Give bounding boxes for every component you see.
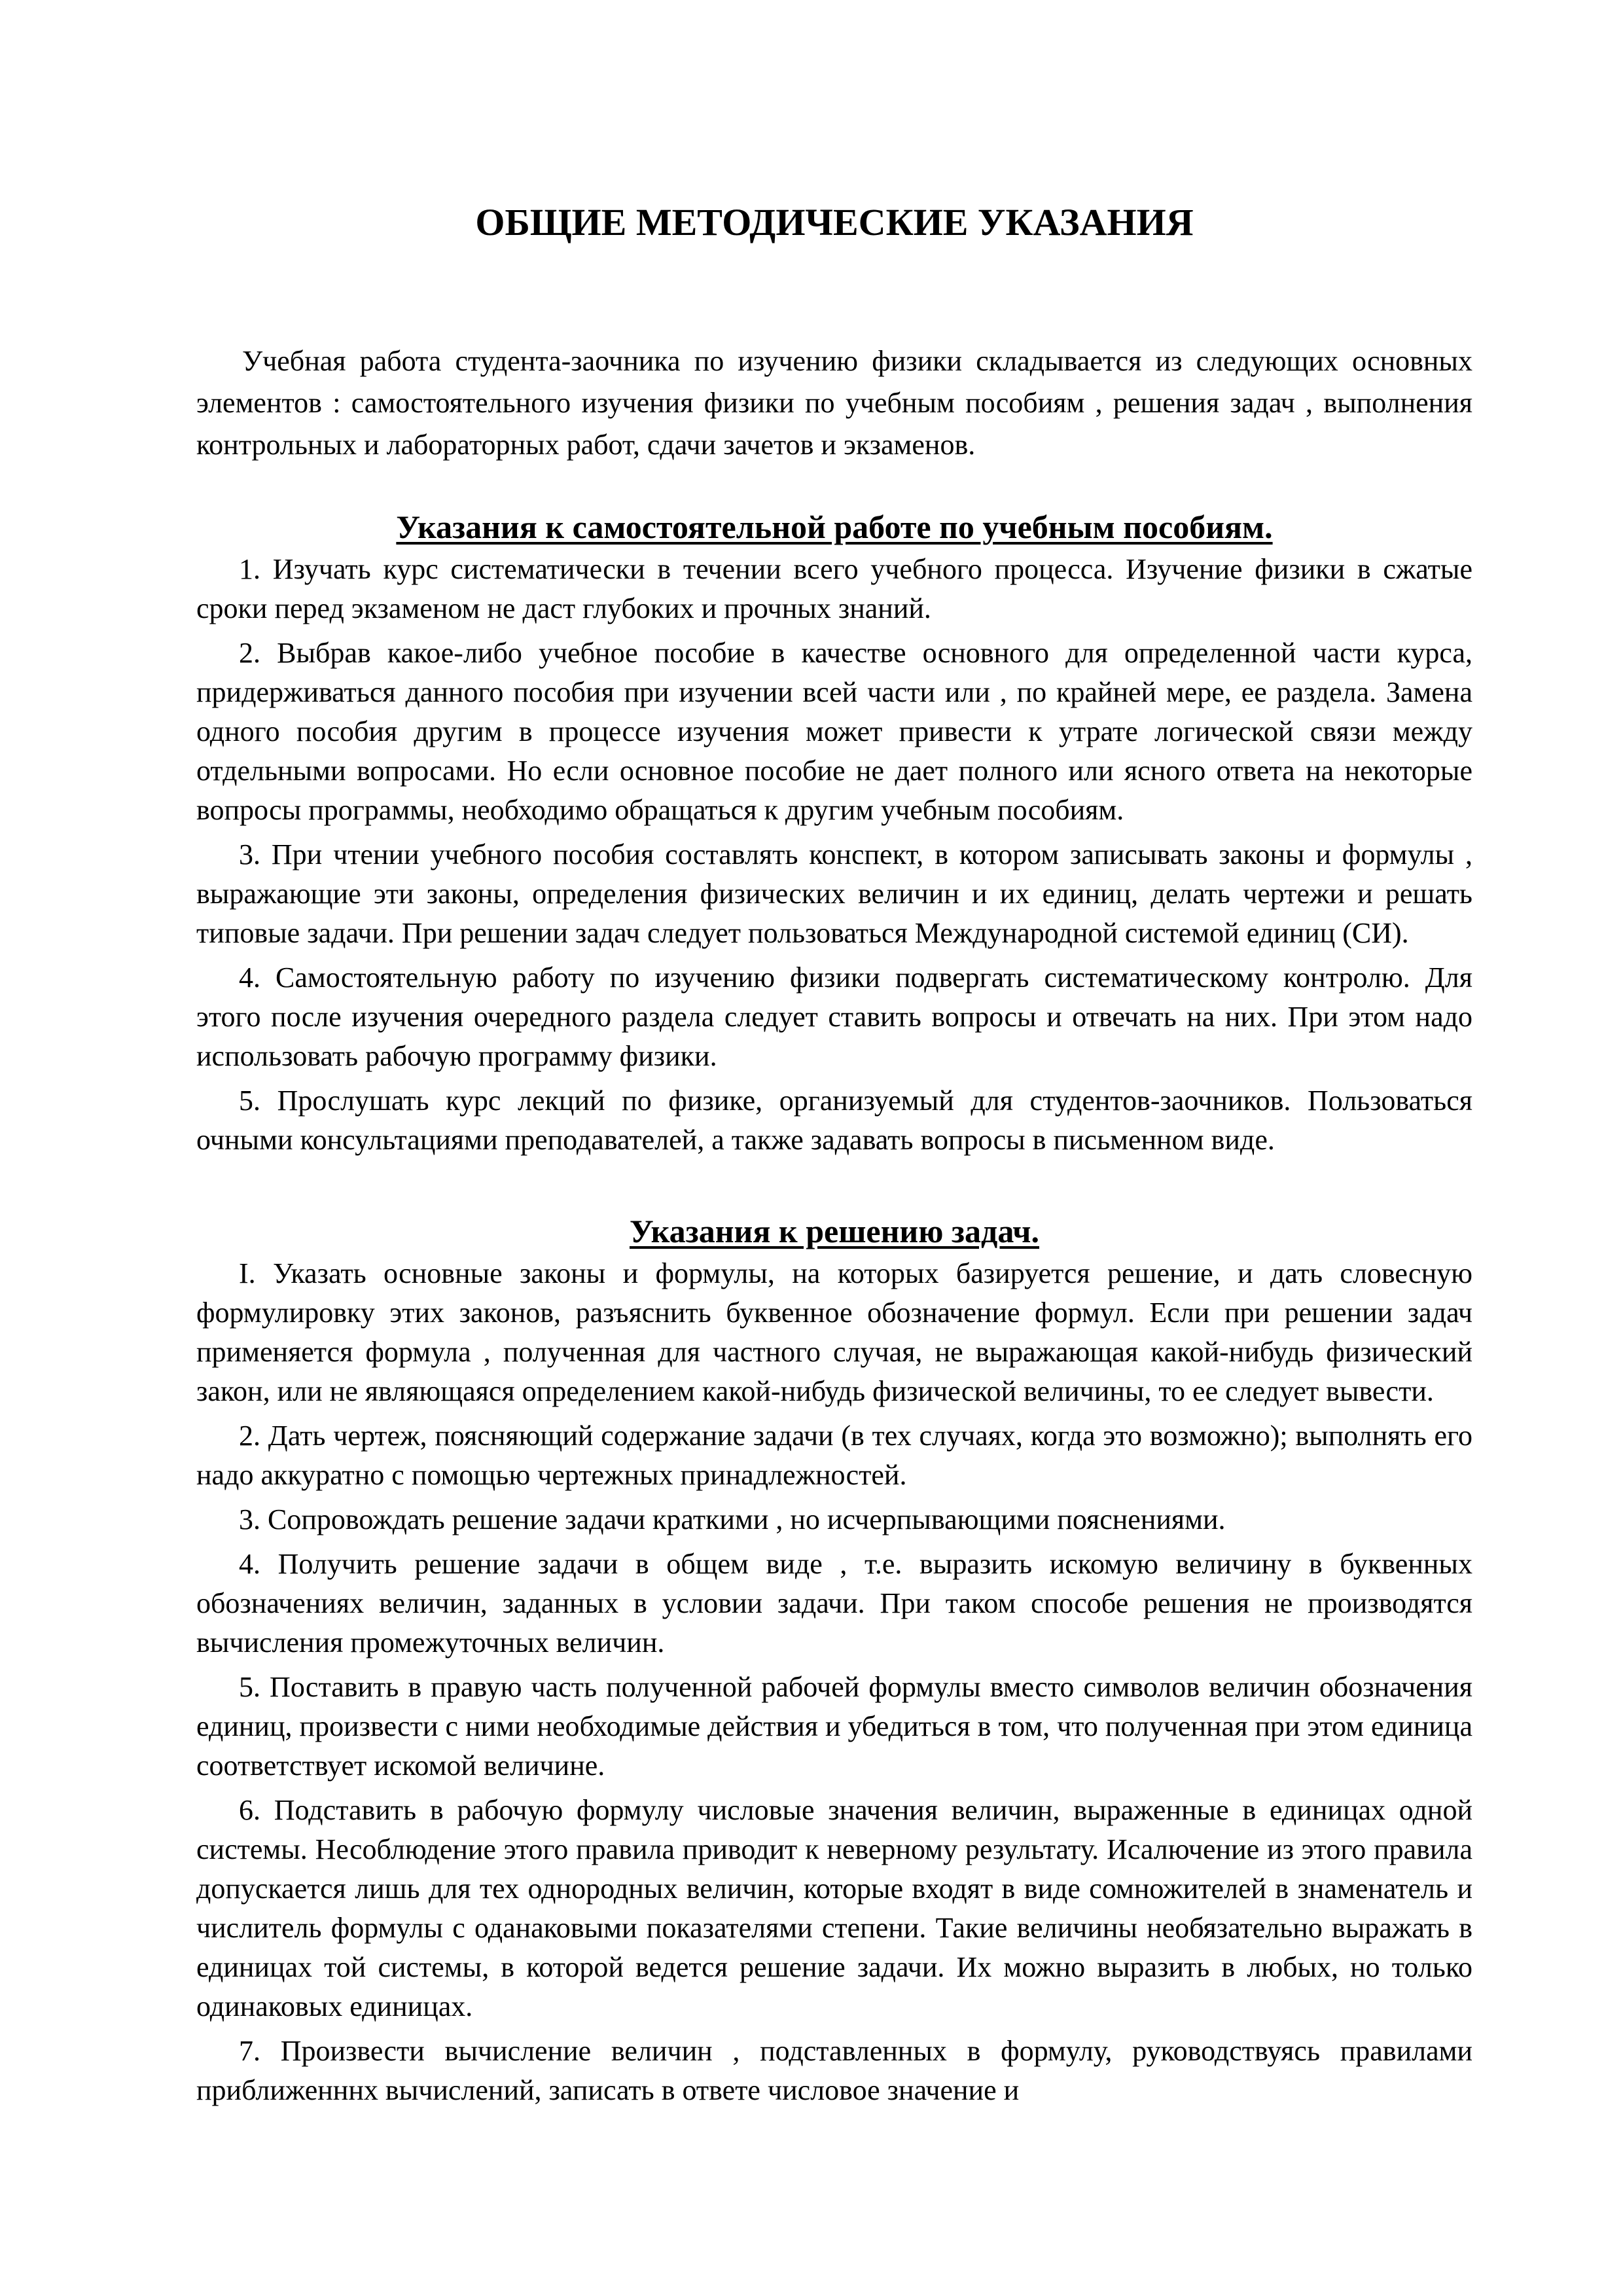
- self-study-item: 5. Прослушать курс лекций по физике, организуемый для студентов-заочников. Пользоваться очными консультациями преподавателей, а также задавать вопросы в письменном виде.: [196, 1085, 1472, 1156]
- problem-solving-item: 4. Получить решение задачи в общем виде , т.е. выразить искомую величину в буквенных обозначениях величин, заданных в условии задачи. При таком способе решения не производятся вычисления промежуточных величин.: [196, 1548, 1472, 1659]
- self-study-item: 3. При чтении учебного пособия составлять конспект, в котором записывать законы и формулы , выражающие эти законы, определения физических величин и их единиц, делать чертежи и решать типовые задачи. При решении задач следует пользоваться Международной системой единиц (СИ).: [196, 838, 1472, 949]
- problem-solving-item: 7. Произвести вычисление величин , подставленных в формулу, руководствуясь правилами приближенннх вычислений, записать в ответе числовое значение и: [196, 2035, 1472, 2106]
- problem-solving-item: 3. Сопровождать решение задачи краткими , но исчерпывающими пояснениями.: [239, 1503, 1226, 1535]
- section-heading-self-study: Указания к самостоятельной работе по учебным пособиям.: [396, 509, 1273, 545]
- page-title: ОБЩИЕ МЕТОДИЧЕСКИЕ УКАЗАНИЯ: [475, 201, 1194, 243]
- problem-solving-item: I. Указать основные законы и формулы, на которых базируется решение, и дать словесную формулировку этих законов, разъяснить буквенное обозначение формул. Если при решении задач применяется формула , полученная для частного случая, не выражающая какой-нибудь физический закон, или не являющаяся определением какой-нибудь физической величины, то ее следует вывести.: [196, 1257, 1472, 1407]
- intro-paragraph: Учебная работа студента-заочника по изучению физики складывается из следующих основных элементов : самостоятельного изучения физики по учебным пособиям , решения задач , выполнения контрольных и лабораторных работ, сдачи зачетов и экзаменов.: [196, 345, 1472, 461]
- problem-solving-item: 6. Подставить в рабочую формулу числовые значения величин, выраженные в единицах одной системы. Несоблюдение этого правила приводит к неверному результату. Исалючение из этого правила допускается лишь для тех однородных величин, которые входят в виде сомножителей в знаменатель и числитель формулы с оданаковыми показателями степени. Такие величины необязательно выражать в единицах той системы, в которой ведется решение задачи. Их можно выразить в любых, но только одинаковых единицах.: [196, 1794, 1472, 2022]
- self-study-item: 4. Самостоятельную работу по изучению физики подвергать систематическому контролю. Для этого после изучения очередного раздела следует ставить вопросы и отвечать на них. При этом надо использовать рабочую программу физики.: [196, 961, 1472, 1072]
- page-content: [196, 196, 1472, 2110]
- section-heading-problem-solving: Указания к решению задач.: [629, 1213, 1040, 1249]
- self-study-item: 1. Изучать курс систематически в течении всего учебного процесса. Изучение физики в сжатые сроки перед экзаменом не даст глубоких и прочных знаний.: [196, 553, 1472, 624]
- problem-solving-item: 2. Дать чертеж, поясняющий содержание задачи (в тех случаях, когда это возможно); выполнять его надо аккуратно с помощью чертежных принадлежностей.: [196, 1420, 1472, 1491]
- problem-solving-item: 5. Поставить в правую часть полученной рабочей формулы вместо символов величин обозначения единиц, произвести с ними необходимые действия и убедиться в том, что полученная при этом единица соответствует искомой величине.: [196, 1671, 1473, 1782]
- self-study-item: 2. Выбрав какое-либо учебное пособие в качестве основного для определенной части курса, придерживаться данного пособия при изучении всей части или , по крайней мере, ее раздела. Замена одного пособия другим в процессе изучения может привести к утрате логической связи между отдельными вопросами. Но если основное пособие не дает полного или ясного ответа на некоторые вопросы программы, необходимо обращаться к другим учебным пособиям.: [196, 637, 1472, 826]
